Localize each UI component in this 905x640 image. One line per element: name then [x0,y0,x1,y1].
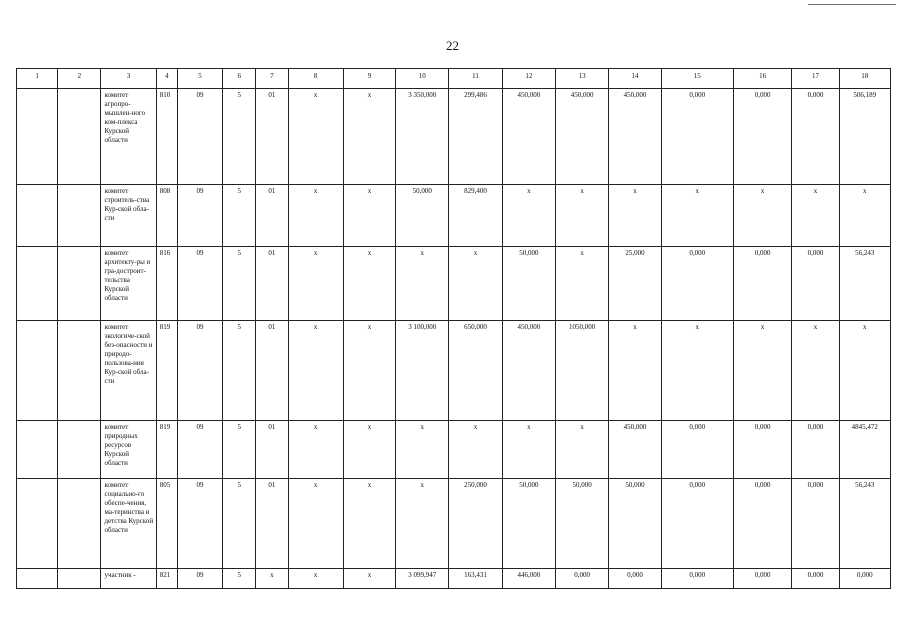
table-cell: 5 [223,321,256,421]
table-cell: 299,486 [449,89,502,185]
table-cell: 0,000 [661,247,733,321]
table-cell: х [288,421,343,479]
table-cell: 250,000 [449,479,502,569]
table-cell: 09 [177,569,222,589]
column-header: 15 [661,69,733,89]
table-cell [58,247,101,321]
column-header: 2 [58,69,101,89]
table-cell: 0,000 [661,479,733,569]
table-cell: 0,000 [734,89,792,185]
table-cell: х [661,185,733,247]
column-header: 1 [17,69,58,89]
column-header: 18 [839,69,890,89]
table-cell: 09 [177,185,222,247]
table-cell: х [288,321,343,421]
table-cell: х [288,185,343,247]
table-cell: 01 [256,321,288,421]
table-cell: х [343,421,395,479]
table-cell: 0,000 [661,569,733,589]
table-cell: х [396,247,449,321]
column-header: 5 [177,69,222,89]
table-cell: 0,000 [734,247,792,321]
data-table [16,68,891,589]
table-cell: х [343,185,395,247]
table-cell: 56,243 [839,247,890,321]
table-cell: 5 [223,569,256,589]
table-cell: 5 [223,89,256,185]
table-cell: х [556,247,609,321]
table-cell: х [396,479,449,569]
table-cell: 01 [256,421,288,479]
column-header: 9 [343,69,395,89]
table-cell [58,89,101,185]
table-cell: х [556,185,609,247]
table-cell: 0,000 [792,421,839,479]
table-cell: х [839,185,890,247]
column-header: 10 [396,69,449,89]
table-cell: 821 [156,569,177,589]
table-cell: 819 [156,421,177,479]
table-cell [17,479,58,569]
table-cell: 09 [177,247,222,321]
table-cell: х [502,185,555,247]
table-cell: х [343,479,395,569]
table-cell: х [343,247,395,321]
table-cell: 0,000 [661,421,733,479]
column-header: 17 [792,69,839,89]
column-header: 8 [288,69,343,89]
table-cell [17,321,58,421]
table-cell: х [734,321,792,421]
table-cell: х [288,569,343,589]
table-cell [17,89,58,185]
table-cell: 5 [223,247,256,321]
table-cell: комитет социально-го обеспе-чения, ма-теринства и детства Курской области [101,479,156,569]
table-cell: х [556,421,609,479]
table-cell: 01 [256,185,288,247]
table-cell: 50,000 [502,247,555,321]
table-cell: х [734,185,792,247]
table-cell: 163,431 [449,569,502,589]
table-cell: 5 [223,479,256,569]
table-cell: х [288,247,343,321]
table-cell: 506,189 [839,89,890,185]
table-cell: 56,243 [839,479,890,569]
table-cell: 0,000 [734,421,792,479]
header-row [17,69,891,89]
table-cell: 3 100,000 [396,321,449,421]
table-cell: х [839,321,890,421]
table-cell [17,185,58,247]
table-cell: 819 [156,321,177,421]
table-cell: 450,000 [556,89,609,185]
table-cell: 450,000 [502,89,555,185]
table-cell: 450,000 [609,421,661,479]
table-cell: х [396,421,449,479]
table-cell: 01 [256,479,288,569]
table-cell: х [661,321,733,421]
table-cell: 4845,472 [839,421,890,479]
table-cell: х [343,89,395,185]
table-cell: х [256,569,288,589]
table-cell: 0,000 [792,247,839,321]
table-cell: 0,000 [734,479,792,569]
table-cell: 650,000 [449,321,502,421]
table-cell: 0,000 [792,479,839,569]
column-header: 12 [502,69,555,89]
table-cell: х [609,321,661,421]
column-header: 14 [609,69,661,89]
table-cell: 01 [256,89,288,185]
table-cell: 09 [177,421,222,479]
table-cell: 50,000 [556,479,609,569]
table-cell: 450,000 [609,89,661,185]
table-cell: 829,400 [449,185,502,247]
column-header: 4 [156,69,177,89]
table-cell: 09 [177,89,222,185]
table-cell: х [288,89,343,185]
column-header: 16 [734,69,792,89]
table-cell: х [343,321,395,421]
table-cell [58,321,101,421]
table-cell: 0,000 [661,89,733,185]
table-row [17,479,891,569]
column-header: 6 [223,69,256,89]
table-cell: комитет агропро-мышлен-ного ком-плекса Курской области [101,89,156,185]
table-cell: 1050,000 [556,321,609,421]
table-cell: комитет природных ресурсов Курской области [101,421,156,479]
table-cell: х [288,479,343,569]
table-cell: 09 [177,321,222,421]
table-cell: 5 [223,185,256,247]
table-cell: х [502,421,555,479]
table-cell: х [449,421,502,479]
table-cell: 50,000 [502,479,555,569]
table-cell [17,569,58,589]
table-cell: комитет экологиче-ской без-опасности и природо-пользова-ния Кур-ской обла-сти [101,321,156,421]
column-header: 13 [556,69,609,89]
table-cell: 0,000 [792,569,839,589]
table-cell: 01 [256,247,288,321]
table-cell: 810 [156,89,177,185]
table-row [17,247,891,321]
table-cell [58,185,101,247]
column-header: 7 [256,69,288,89]
column-header: 3 [101,69,156,89]
table-cell [58,479,101,569]
column-header: 11 [449,69,502,89]
table-cell [58,421,101,479]
table-cell: 3 099,947 [396,569,449,589]
table-cell [58,569,101,589]
table-cell: 5 [223,421,256,479]
table-cell: 805 [156,479,177,569]
table-cell: х [792,321,839,421]
table-row [17,421,891,479]
corner-rule [808,4,896,5]
table-cell: 0,000 [556,569,609,589]
table-cell: 0,000 [839,569,890,589]
table-cell: 808 [156,185,177,247]
table-cell: 25,000 [609,247,661,321]
table-row [17,89,891,185]
table-cell: х [609,185,661,247]
table-cell: 446,000 [502,569,555,589]
table-cell: комитет строитель-ства Кур-ской обла-сти [101,185,156,247]
table-cell: комитет архитекту-ры и гра-достроит-тельства Курской области [101,247,156,321]
table-row [17,185,891,247]
table-row [17,321,891,421]
table-cell [17,421,58,479]
table-cell: х [343,569,395,589]
table-row [17,569,891,589]
table-cell: 816 [156,247,177,321]
table-cell: 50,000 [609,479,661,569]
table-cell: 450,000 [502,321,555,421]
table-cell: 09 [177,479,222,569]
table-cell: 3 350,000 [396,89,449,185]
page-number: 22 [446,38,459,53]
table-cell: 50,000 [396,185,449,247]
table-cell: 0,000 [792,89,839,185]
table-cell [17,247,58,321]
table-cell: 0,000 [734,569,792,589]
table-cell: х [792,185,839,247]
table-cell: участник - [101,569,156,589]
table-cell: х [449,247,502,321]
table-cell: 0,000 [609,569,661,589]
